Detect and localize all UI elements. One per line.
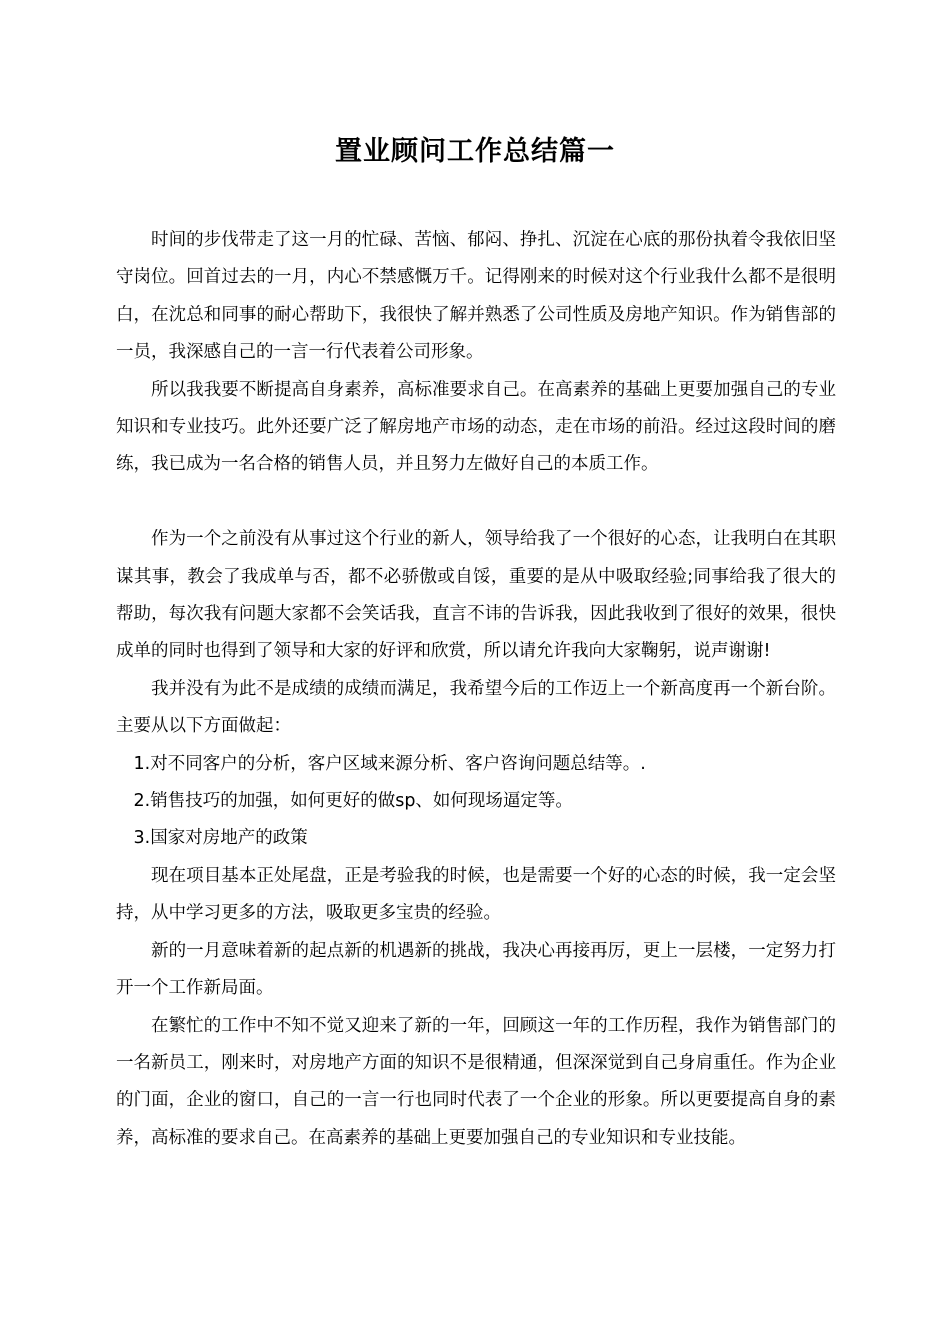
list-item: 1.对不同客户的分析，客户区域来源分析、客户咨询问题总结等。. — [133, 753, 646, 774]
paragraph: 作为一个之前没有从事过这个行业的新人，领导给我了一个很好的心态，让我明白在其职谋其事，教会了我成单与否，都不必骄傲或自馁，重要的是从中吸取经验;同事给我了很大的帮助，每次我有问题大家都不会笑话我，直言不讳的告诉我，因此我收到了很好的效果，很快成单的同时也得到了领导和大家的好评和欣赏，所以请允许我向大家鞠躬，说声谢谢! — [116, 529, 836, 662]
paragraph: 在繁忙的工作中不知不觉又迎来了新的一年，回顾这一年的工作历程，我作为销售部门的一名新员工，刚来时，对房地产方面的知识不是很精通，但深深觉到自己身肩重任。作为企业的门面，企业的窗口，自己的一言一行也同时代表了一个企业的形象。所以更要提高自身的素养，高标准的要求自己。在高素养的基础上更要加强自己的专业知识和专业技能。 — [116, 1015, 836, 1148]
document-body — [116, 222, 836, 1157]
paragraph: 新的一月意味着新的起点新的机遇新的挑战，我决心再接再厉，更上一层楼，一定努力打开一个工作新局面。 — [116, 940, 836, 999]
paragraph: 我并没有为此不是成绩的成绩而满足，我希望今后的工作迈上一个新高度再一个新台阶。主要从以下方面做起： — [116, 678, 836, 737]
paragraph: 时间的步伐带走了这一月的忙碌、苦恼、郁闷、挣扎、沉淀在心底的那份执着令我依旧坚守岗位。回首过去的一月，内心不禁感慨万千。记得刚来的时候对这个行业我什么都不是很明白，在沈总和同事的耐心帮助下，我很快了解并熟悉了公司性质及房地产知识。作为销售部的一员，我深感自己的一言一行代表着公司形象。 — [116, 230, 836, 363]
paragraph: 所以我我要不断提高自身素养，高标准要求自己。在高素养的基础上更要加强自己的专业知识和专业技巧。此外还要广泛了解房地产市场的动态，走在市场的前沿。经过这段时间的磨练，我已成为一名合格的销售人员，并且努力左做好自己的本质工作。 — [116, 379, 836, 475]
blank-line — [116, 484, 836, 521]
paragraph: 现在项目基本正处尾盘，正是考验我的时候，也是需要一个好的心态的时候，我一定会坚持，从中学习更多的方法，吸取更多宝贵的经验。 — [116, 865, 836, 924]
list-item: 3.国家对房地产的政策 — [133, 828, 308, 849]
document-title: 置业顾问工作总结篇一 — [335, 136, 615, 167]
list-item: 2.销售技巧的加强，如何更好的做sp、如何现场逼定等。 — [133, 791, 573, 812]
